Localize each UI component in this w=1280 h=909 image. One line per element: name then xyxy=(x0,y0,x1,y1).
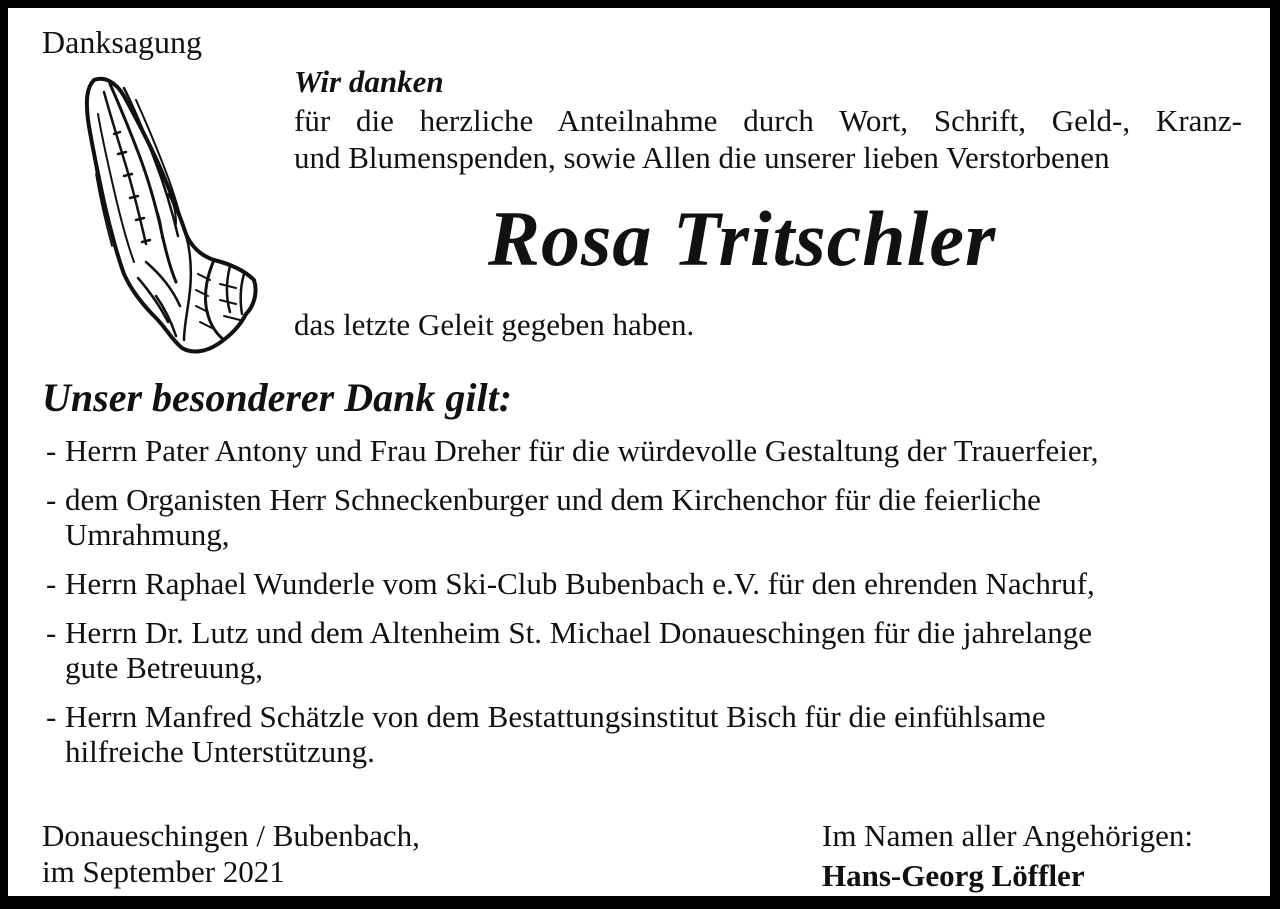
list-item-line: - Herrn Raphael Wunderle vom Ski-Club Bubenbach e.V. für den ehrenden Nachruf, xyxy=(65,566,1095,601)
deceased-name: Rosa Tritschler xyxy=(488,195,997,282)
intro-text xyxy=(294,102,1242,176)
list-item-line: Umrahmung, xyxy=(65,517,230,552)
praying-hands-icon xyxy=(80,74,260,358)
list-item-line: hilfreiche Unterstützung. xyxy=(65,734,375,769)
list-item-line: - Herrn Manfred Schätzle von dem Bestattungsinstitut Bisch für die einfühlsame xyxy=(65,699,1046,734)
list-item xyxy=(44,482,1244,552)
place: Donaueschingen / Bubenbach, xyxy=(42,818,420,853)
list-item xyxy=(44,566,1244,601)
intro-line: für die herzliche Anteilnahme durch Wort, Schrift, Geld-, Kranz- xyxy=(294,103,1242,138)
signature-line: Im Namen aller Angehörigen: xyxy=(822,818,1194,853)
list-item-line: - dem Organisten Herr Schneckenburger und dem Kirchenchor für die feierliche xyxy=(65,482,1041,517)
list-item-line: - Herrn Pater Antony und Frau Dreher für die würdevolle Gestaltung der Trauerfeier, xyxy=(65,433,1099,468)
signer-name: Hans-Georg Löffler xyxy=(822,858,1085,893)
intro-line: und Blumenspenden, sowie Allen die unserer lieben Verstorbenen xyxy=(294,140,1110,175)
header-label: Danksagung xyxy=(42,24,202,60)
outro-text: das letzte Geleit gegeben haben. xyxy=(294,307,695,342)
thanks-lead: Wir danken xyxy=(294,64,444,99)
list-item xyxy=(44,699,1244,769)
place-and-date xyxy=(42,818,420,890)
signature-block xyxy=(822,816,1193,896)
list-item-line: gute Betreuung, xyxy=(65,650,264,685)
obituary-notice xyxy=(8,8,1270,896)
special-thanks-list xyxy=(44,433,1244,769)
special-thanks-heading: Unser besonderer Dank gilt: xyxy=(42,375,513,420)
list-item-line: - Herrn Dr. Lutz und dem Altenheim St. Michael Donaueschingen für die jahrelange xyxy=(65,615,1092,650)
list-item xyxy=(44,615,1244,685)
date: im September 2021 xyxy=(42,854,285,889)
list-item xyxy=(44,433,1244,468)
